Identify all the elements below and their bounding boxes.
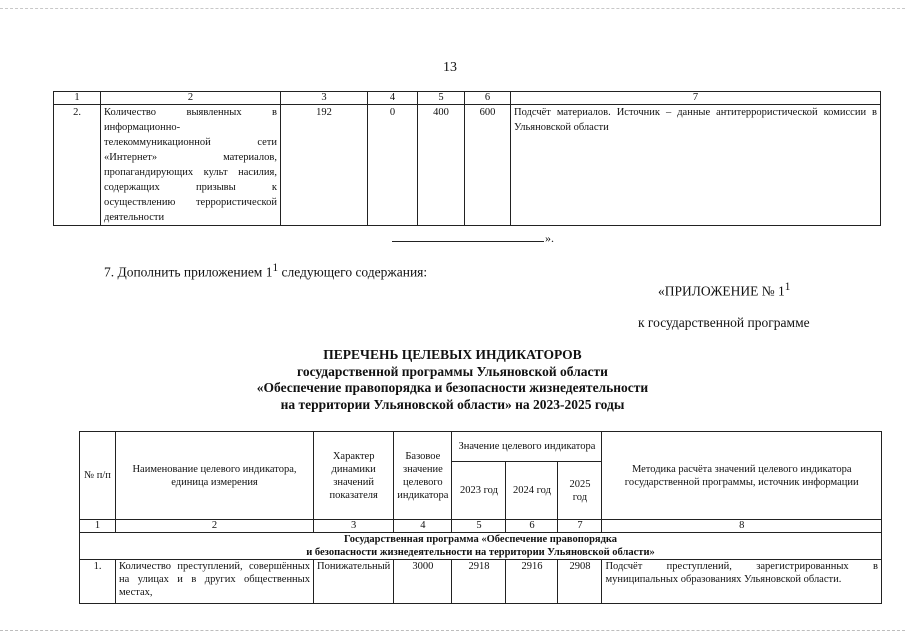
- document-heading: [0, 347, 905, 413]
- amendment-item-7: [104, 262, 427, 281]
- item7-tail: следующего содержания:: [278, 264, 428, 280]
- col-header-dynamics: Характер динамики значений показателя: [314, 432, 394, 520]
- cell-value: 600: [465, 105, 511, 226]
- base-value: 3000: [394, 560, 452, 604]
- column-number: 8: [602, 520, 882, 533]
- column-number: 6: [506, 520, 558, 533]
- appendix-title-text: «ПРИЛОЖЕНИЕ № 1: [658, 283, 785, 299]
- appendix-title-sup: 1: [784, 281, 791, 293]
- column-number: 2: [116, 520, 314, 533]
- header-cell: 4: [368, 92, 418, 105]
- indicator-table-continuation: [53, 91, 881, 226]
- cell-value: 0: [368, 105, 418, 226]
- appendix-subtitle: к государственной программе: [638, 315, 810, 330]
- indicator-name: Количество выявленных в информационно-телекоммуникационной сети «Интернет» материалов, пропагандирующих культ насилия, содержащих призывы к осуществлению террористической деятельности: [101, 105, 281, 226]
- heading-line: «Обеспечение правопорядка и безопасности жизнедеятельности: [256, 380, 649, 395]
- heading-line: государственной программы Ульяновской области: [297, 363, 608, 379]
- year-header: 2024 год: [506, 462, 558, 520]
- table-header-row: [80, 432, 882, 462]
- table-header-row: [54, 92, 881, 105]
- column-number: 1: [80, 520, 116, 533]
- indicator-name: Количество преступлений, совершённых на улицах и в других общественных местах,: [116, 560, 314, 604]
- header-cell: 7: [511, 92, 881, 105]
- column-number: 3: [314, 520, 394, 533]
- col-header-base: Базовое значение целевого индикатора: [394, 432, 452, 520]
- scan-bottom-edge: [0, 630, 905, 631]
- column-number: 7: [558, 520, 602, 533]
- value-2023: 2918: [452, 560, 506, 604]
- dynamics-cell: Понижательный: [314, 560, 394, 604]
- header-cell: 1: [54, 92, 101, 105]
- heading-line: ПЕРЕЧЕНЬ ЦЕЛЕВЫХ ИНДИКАТОРОВ: [323, 347, 582, 362]
- page-number: 13: [443, 60, 457, 75]
- cell-value: 400: [418, 105, 465, 226]
- row-number: 1.: [80, 560, 116, 604]
- value-2024: 2916: [506, 560, 558, 604]
- closing-line: [392, 231, 554, 246]
- col-header-num: № п/п: [80, 432, 116, 520]
- row-number: 2.: [54, 105, 101, 226]
- header-cell: 6: [465, 92, 511, 105]
- closing-rule: [392, 241, 544, 242]
- method-cell: Подсчёт преступлений, зарегистрированных в муниципальных образованиях Ульяновской области.: [602, 560, 882, 604]
- item7-text: 7. Дополнить приложением 1: [104, 264, 273, 280]
- column-number: 4: [394, 520, 452, 533]
- header-cell: 2: [101, 92, 281, 105]
- section-line: Государственная программа «Обеспечение правопорядка: [343, 534, 618, 545]
- target-indicators-table: [79, 431, 882, 604]
- col-header-name: Наименование целевого индикатора, единица измерения: [116, 432, 314, 520]
- column-number: 5: [452, 520, 506, 533]
- section-line: и безопасности жизнедеятельности на территории Ульяновской области»: [306, 547, 655, 558]
- section-title: [80, 533, 882, 560]
- column-number-row: [80, 520, 882, 533]
- heading-line: на территории Ульяновской области» на 2023-2025 годы: [280, 396, 625, 412]
- section-row: [80, 533, 882, 560]
- method-cell: Подсчёт материалов. Источник – данные антитеррористической комиссии в Ульяновской области: [511, 105, 881, 226]
- table-row: [54, 105, 881, 226]
- value-2025: 2908: [558, 560, 602, 604]
- col-header-value: Значение целевого индикатора: [452, 432, 602, 462]
- year-header: 2025 год: [558, 462, 602, 520]
- header-cell: 5: [418, 92, 465, 105]
- item7-sup: 1: [272, 262, 279, 274]
- appendix-title: [658, 281, 790, 300]
- col-header-method: Методика расчёта значений целевого индикатора государственной программы, источник информации: [602, 432, 882, 520]
- header-cell: 3: [281, 92, 368, 105]
- table-row: [80, 560, 882, 604]
- closing-quote: ».: [545, 231, 554, 245]
- scan-top-edge: [0, 8, 905, 9]
- year-header: 2023 год: [452, 462, 506, 520]
- cell-value: 192: [281, 105, 368, 226]
